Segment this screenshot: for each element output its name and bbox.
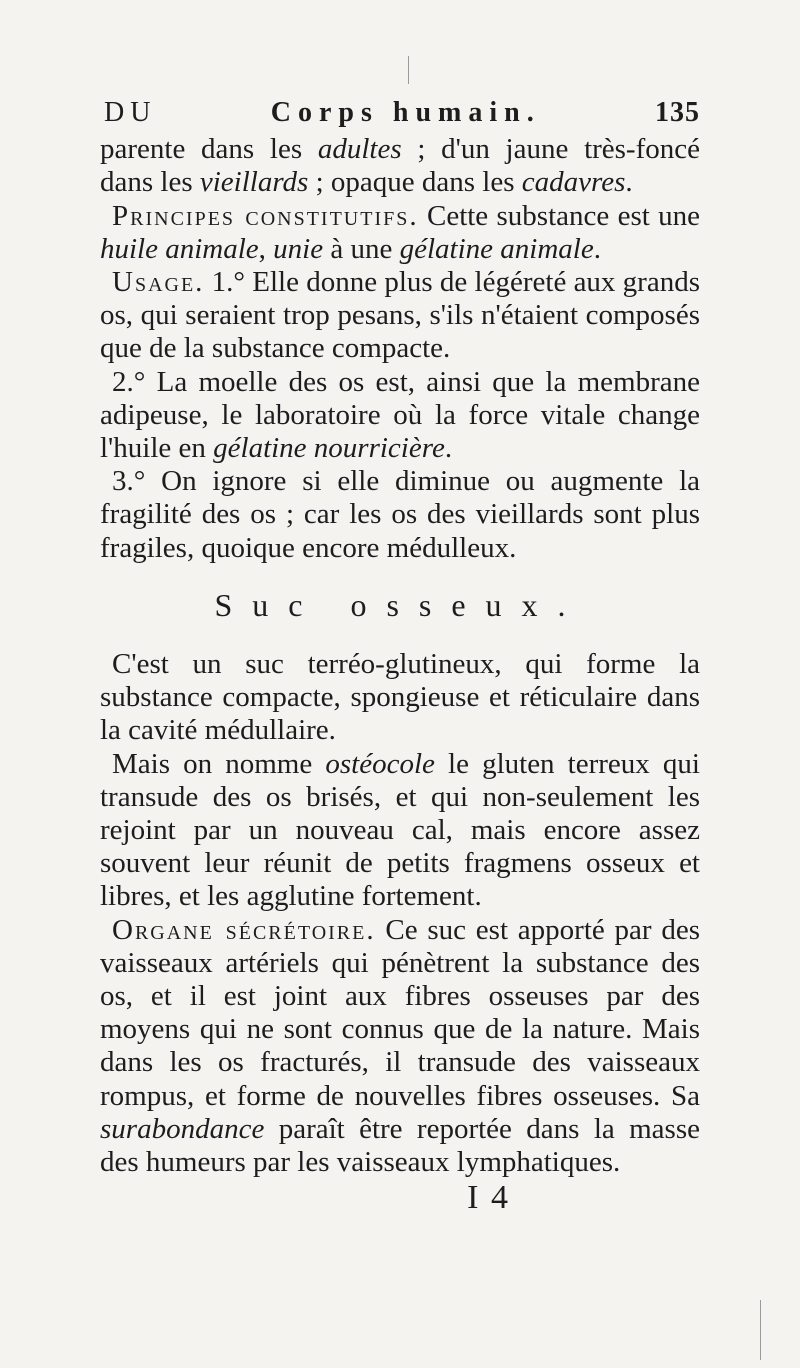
text-run: paraît être reportée dans la masse des humeurs par les vaisseaux lymphatiques.	[100, 1112, 700, 1179]
margin-line-right	[760, 1300, 761, 1360]
text-run: le gluten terreux qui transude des os brisés, et qui non-seulement les rejoint par un nouveau cal, mais encore assez souvent leur réunit de petits fragmens osseux et libres, et les agglutine fortement.	[100, 747, 700, 913]
text-run: Mais on nomme	[112, 747, 326, 780]
text-run: ; opaque dans les	[308, 166, 522, 199]
text-run-italic: adultes	[317, 133, 402, 166]
text-run: ; d'un jaune très-foncé dans les	[100, 133, 700, 199]
running-header	[100, 96, 700, 129]
text-run-italic: huile animale	[100, 232, 259, 265]
paragraph-usage	[100, 266, 700, 366]
text-run: 2.° La moelle des os est, ainsi que la membrane adipeuse, le laboratoire où la force vitale change l'huile en	[100, 365, 700, 465]
text-run: Ce suc est apporté par des vaisseaux artériels qui pénètrent la substance des os, et il est joint aux fibres osseuses par des moyens qui ne sont connus que de la nature. Mais dans les os fracturés, il transude des vaisseaux rompus, et forme de nouvelles fibres osseuses. Sa	[100, 913, 700, 1112]
paragraph-label: Principes constitutifs.	[112, 199, 419, 232]
text-run: .	[625, 166, 633, 199]
section-title: Suc osseux.	[214, 586, 586, 623]
text-run: parente dans les	[100, 133, 318, 166]
header-title: Corps humain.	[270, 97, 541, 128]
paragraph-principes	[100, 200, 700, 266]
text-run: .	[444, 432, 453, 465]
text-run: 1.° Elle donne plus de légéreté aux grands os, qui seraient trop pesans, s'ils n'étaient composés que de la substance compacte.	[100, 266, 700, 365]
paragraph-label: Usage.	[112, 266, 205, 299]
text-run: C'est un suc terréo-glutineux, qui forme la substance compacte, spongieuse et réticulaire dans la cavité médullaire.	[100, 648, 700, 747]
text-run: 3.° On ignore si elle diminue ou augmente la fragilité des os ; car les os des vieillards sont plus fragiles, quoique encore médulleux.	[100, 465, 700, 564]
text-run-italic: vieillards	[199, 166, 309, 199]
paragraph-organe	[100, 914, 700, 1180]
text-run: à une	[323, 232, 400, 265]
text-run-italic: surabondance	[100, 1112, 265, 1145]
header-prefix: DU	[104, 97, 157, 128]
paragraph-usage-3	[100, 465, 700, 565]
signature-mark: I 4	[467, 1179, 510, 1217]
paragraph-suc-1	[100, 648, 700, 748]
text-run: Cette substance est une	[418, 199, 701, 232]
paragraph-usage-2	[100, 366, 700, 466]
text-run-italic: gélatine animale	[399, 232, 594, 265]
text-run: ,	[258, 232, 274, 265]
page-number: 135	[654, 97, 700, 128]
paragraph-1	[100, 133, 700, 199]
book-page	[100, 96, 700, 1215]
paragraph-suc-2	[100, 748, 700, 914]
text-run: .	[593, 232, 601, 265]
paragraph-label: Organe sécrétoire.	[112, 913, 376, 946]
margin-line-top	[408, 56, 409, 84]
text-run-italic: ostéocole	[325, 747, 435, 780]
text-run-italic: gélatine nourricière	[213, 432, 445, 465]
text-run-italic: cadavres	[521, 166, 626, 199]
text-run-italic: unie	[273, 232, 324, 265]
